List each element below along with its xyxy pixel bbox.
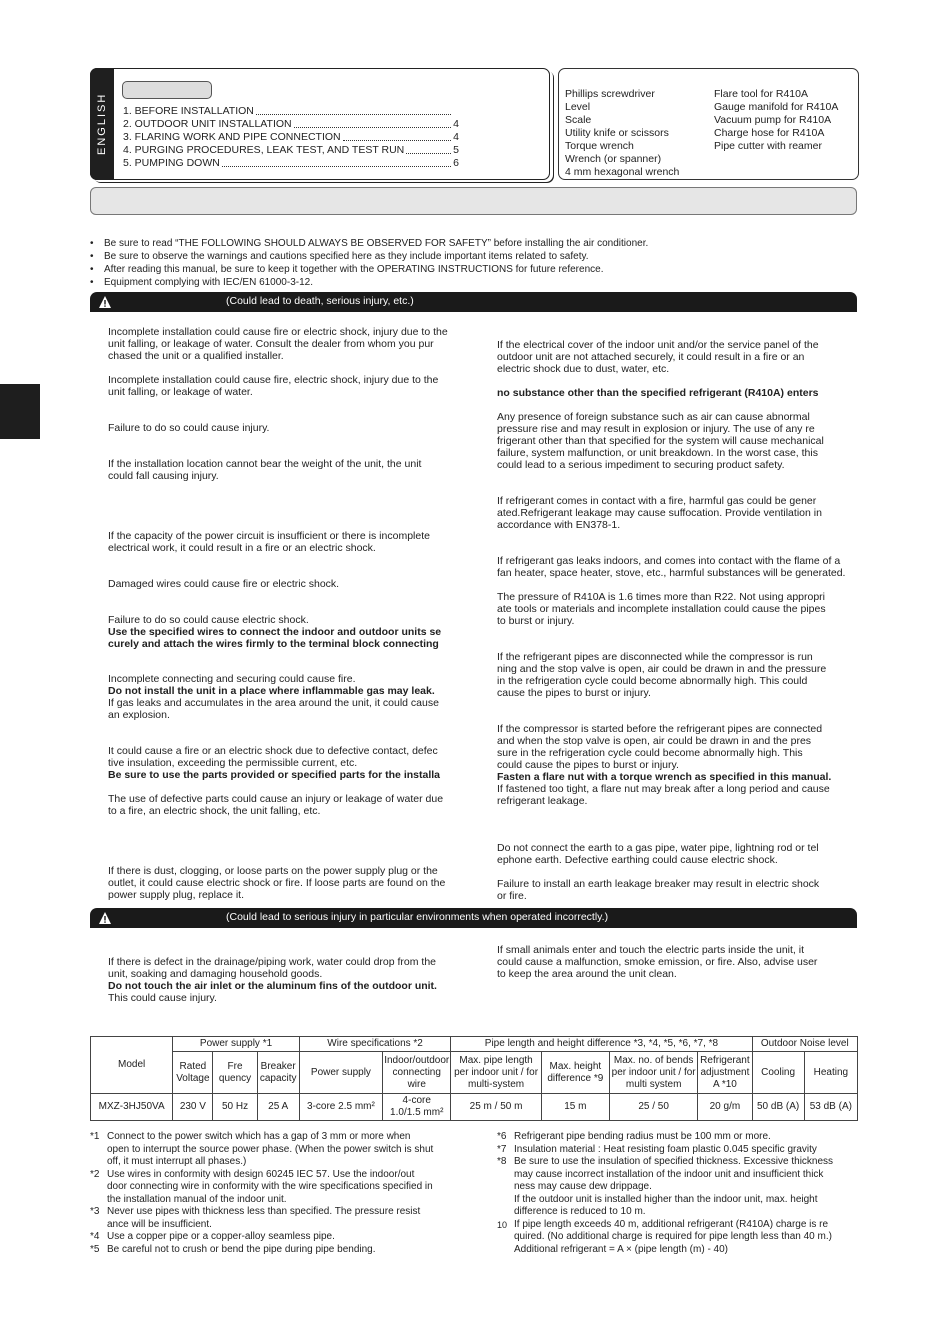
warning-paragraph: Any presence of foreign substance such as air can cause abnormal pressure rise and may result in explosion or injury. The use of any re frigerant other than that specified for the system will cause mechanical failure, system malfunction, or unit breakdown. In the worst case, this could lead to a serious impediment to securing product safety. [497,411,824,471]
footnote: *8 Be sure to use the insulation of specified thickness. Excessive thickness may cause incorrect installation of the indoor unit and insufficient thick ness may cause dew drippage. If the outdoor unit is installed higher than the indoor unit, max. height difference is reduced to 10 m. [497,1156,834,1217]
warning-paragraph: If refrigerant comes in contact with a fire, harmful gas could be gener ated.Refrigerant leakage may cause suffocation. Provide ventilation in accordance with EN378-1. [497,495,822,531]
footnote: *4 Use a copper pipe or a copper-alloy seamless pipe. [90,1231,335,1242]
footnotes-left [90,1131,452,1256]
table-cell: 25 m / 50 m [451,1094,541,1121]
toc-item-label: 1. BEFORE INSTALLATION [123,105,254,117]
table-header-cell: Heating [804,1052,857,1094]
footnote: *6 Refrigerant pipe bending radius must be 100 mm or more. [497,1131,771,1142]
toc-item-page: 4 [453,118,459,130]
footnote: 10 If pipe length exceeds 40 m, additional refrigerant (R410A) charge is re quired. (No additional charge is required for pipe length less than 40 m.) Additional refrigerant = A × (pipe length (m) - 40) [497,1218,832,1255]
table-header-cell: Power supply [299,1052,382,1094]
toc-item[interactable] [123,157,459,170]
intro-bullet: • Be sure to read “THE FOLLOWING SHOULD ALWAYS BE OBSERVED FOR SAFETY” before installing the air conditioner. [90,238,649,249]
tools-list-right [714,88,838,153]
warning-paragraph: It could cause a fire or an electric shock due to defective contact, defec tive insulation, exceeding the permissible current, etc. Be sure to use the parts provided or specified parts for the installa [108,745,440,781]
warning-paragraph: If refrigerant gas leaks indoors, and comes into contact with the flame of a fan heater, space heater, stove, etc., harmful substances will be generated. [497,555,846,579]
warning-paragraph: Incomplete installation could cause fire, electric shock, injury due to the unit falling, or leakage of water. [108,374,439,398]
toc-item[interactable] [123,131,459,144]
warning-header-text: (Could lead to death, serious injury, etc.) [226,295,414,307]
warning-paragraph: no substance other than the specified refrigerant (R410A) enters [497,387,819,399]
warning-paragraph: Failure to do so could cause electric shock. Use the specified wires to connect the indoor and outdoor units se curely and attach the wires firmly to the terminal block connecting [108,614,442,650]
caution-paragraph: If there is defect in the drainage/piping work, water could drop from the unit, soaking and damaging household goods. Do not touch the air inlet or the aluminum fins of the outdoor unit. This could cause injury. [108,956,437,1004]
tool-item: Utility knife or scissors [565,127,669,139]
language-tab [90,68,114,180]
toc-item[interactable] [123,105,459,118]
toc-item-label: 5. PUMPING DOWN [123,157,220,169]
toc-item-page: 6 [453,157,459,169]
tool-item: Torque wrench [565,140,634,152]
table-cell: 50 dB (A) [752,1094,804,1121]
warning-triangle-icon [98,295,112,309]
table-header-cell: Rated Voltage [173,1052,213,1094]
table-subheader-row [91,1052,858,1094]
specification-table [90,1036,858,1121]
language-label: ENGLISH [96,92,108,156]
intro-bullet: • Equipment complying with IEC/EN 61000-3-12. [90,277,313,288]
table-cell: 230 V [173,1094,213,1121]
table-cell: 53 dB (A) [804,1094,857,1121]
intro-bullet: • Be sure to observe the warnings and cautions specified here as they include important items related to safety. [90,251,589,262]
table-cell [383,1094,451,1121]
table-header-cell: Cooling [752,1052,804,1094]
table-header-cell: Fre quency [213,1052,257,1094]
warning-paragraph: Failure to do so could cause injury. [108,422,270,434]
footnote: *3 Never use pipes with thickness less than specified. The pressure resist ance will be insufficient. [90,1206,421,1230]
table-cell: 25 / 50 [609,1094,697,1121]
intro-bullet: • After reading this manual, be sure to keep it together with the OPERATING INSTRUCTIONS for future reference. [90,264,604,275]
footnote: *2 Use wires in conformity with design 60245 IEC 57. Use the indoor/out door connecting wire in conformity with the wire specifications specified in the installation manual of the indoor unit. [90,1168,433,1205]
toc-item-page: 5 [453,144,459,156]
table-cell-line: 4-core [402,1095,431,1106]
warning-paragraph: The use of defective parts could cause an injury or leakage of water due to a fire, an electric shock, the unit falling, etc. [108,793,444,817]
warning-paragraph: Incomplete connecting and securing could cause fire. Do not install the unit in a place where inflammable gas may leak. If gas leaks and accumulates in the area around the unit, it could cause an explosion. [108,673,439,721]
caution-paragraph: If small animals enter and touch the electric parts inside the unit, it could cause a malfunction, smoke emission, or fire. Also, advise user to keep the area around the unit clean. [497,944,818,980]
footnote: *7 Insulation material : Heat resisting foam plastic 0.045 specific gravity [497,1143,817,1155]
tool-item: Pipe cutter with reamer [714,140,822,152]
warning-paragraph: Incomplete installation could cause fire or electric shock, injury due to the unit falling, or leakage of water. Consult the dealer from whom you pur chased the unit or a qualified installer. [108,326,448,362]
warning-paragraph: If the capacity of the power circuit is insufficient or there is incomplete electrical work, it could result in a fire or an electric shock. [108,530,430,554]
table-header-cell: Breaker capacity [257,1052,299,1094]
tool-item: Charge hose for R410A [714,127,825,139]
table-cell: 3-core 2.5 mm² [299,1094,382,1121]
table-header-cell: Power supply *1 [173,1037,299,1052]
toc-item-page: 4 [453,131,459,143]
table-cell-model: MXZ-3HJ50VA [91,1094,173,1121]
toc-item-label: 2. OUTDOOR UNIT INSTALLATION [123,118,292,130]
warning-paragraph: Do not connect the earth to a gas pipe, water pipe, lightning rod or tel ephone earth. Defective earthing could cause electric shock. [497,842,819,866]
footnotes-right [497,1131,859,1256]
tools-list-left [565,88,679,179]
warning-header-bar [90,292,857,312]
table-header-cell: Refrigerant adjustment A *10 [698,1052,752,1094]
table-cell: 15 m [541,1094,609,1121]
footnote: *5 Be careful not to crush or bend the pipe during pipe bending. [90,1243,376,1255]
warning-paragraph: If the compressor is started before the refrigerant pipes are connected and when the stop valve is open, air could be drawn in and the pres sure in the refrigeration cycle could become abnormally high. This could cause the pipes to burst or injury. Fasten a flare nut with a torque wrench as specified in this manual. If fastened too tight, a flare nut may break after a long period and cause refrigerant leakage. [497,723,832,807]
tool-item: Vacuum pump for R410A [714,114,832,126]
table-header-cell: Model [91,1037,173,1094]
toc-item-label: 3. FLARING WORK AND PIPE CONNECTION [123,131,341,143]
table-header-row [91,1037,858,1052]
tool-item: Level [565,101,591,113]
table-cell: 50 Hz [213,1094,257,1121]
tool-item: Scale [565,114,592,126]
tool-item: Phillips screwdriver [565,88,655,100]
warning-paragraph: If the installation location cannot bear the weight of the unit, the unit could fall causing injury. [108,458,422,482]
table-header-cell: Outdoor Noise level [752,1037,857,1052]
caution-header-bar [90,908,857,928]
toc-item-label: 4. PURGING PROCEDURES, LEAK TEST, AND TEST RUN [123,144,405,156]
tool-item: Wrench (or spanner) [565,153,662,165]
table-header-cell: Max. no. of bends per indoor unit / for multi system [609,1052,697,1094]
warning-paragraph: If there is dust, clogging, or loose parts on the power supply plug or the outlet, it could cause electric shock or fire. If loose parts are found on the power supply plug, replace it. [108,865,446,901]
warning-paragraph: If the refrigerant pipes are disconnected while the compressor is run ning and the stop valve is open, air could be drawn in and the pressure in the refrigeration cycle could become abnormally high. This could cause the pipes to burst or injury. [497,651,827,699]
warning-paragraph: Damaged wires could cause fire or electric shock. [108,578,340,590]
caution-triangle-icon [98,911,112,925]
table-header-cell: Max. pipe length per indoor unit / for multi-system [451,1052,541,1094]
warning-paragraph: Failure to install an earth leakage breaker may result in electric shock or fire. [497,878,820,902]
table-row [91,1094,858,1121]
side-section-tab [0,384,40,439]
footnote: *1 Connect to the power switch which has a gap of 3 mm or more when open to interrupt the source power phase. (When the power switch is shut off, it must interrupt all phases.) [90,1131,434,1167]
table-cell-line: 1.0/1.5 mm² [390,1107,444,1118]
warning-paragraph: The pressure of R410A is 1.6 times more than R22. Not using appropri ate tools or materials and incomplete installation could cause the pipes to burst or injury. [497,591,826,627]
tool-item: Flare tool for R410A [714,88,808,100]
table-header-cell: Wire specifications *2 [299,1037,451,1052]
table-header-cell: Max. height difference *9 [541,1052,609,1094]
tool-item: 4 mm hexagonal wrench [565,166,680,178]
contents-heading-pill [122,81,212,99]
table-cell: 20 g/m [698,1094,752,1121]
caution-header-text: (Could lead to serious injury in particular environments when operated incorrectly.) [226,911,609,923]
warning-paragraph: If the electrical cover of the indoor unit and/or the service panel of the outdoor unit are not attached securely, it could result in a fire or an electric shock due to dust, water, etc. [497,339,819,375]
table-cell: 25 A [257,1094,299,1121]
table-header-cell: Indoor/outdoor connecting wire [383,1052,451,1094]
tool-item: Gauge manifold for R410A [714,101,839,113]
section-title-bar [90,187,857,215]
toc-item[interactable] [123,144,459,157]
table-header-cell: Pipe length and height difference *3, *4, *5, *6, *7, *8 [451,1037,752,1052]
toc-item[interactable] [123,118,459,131]
